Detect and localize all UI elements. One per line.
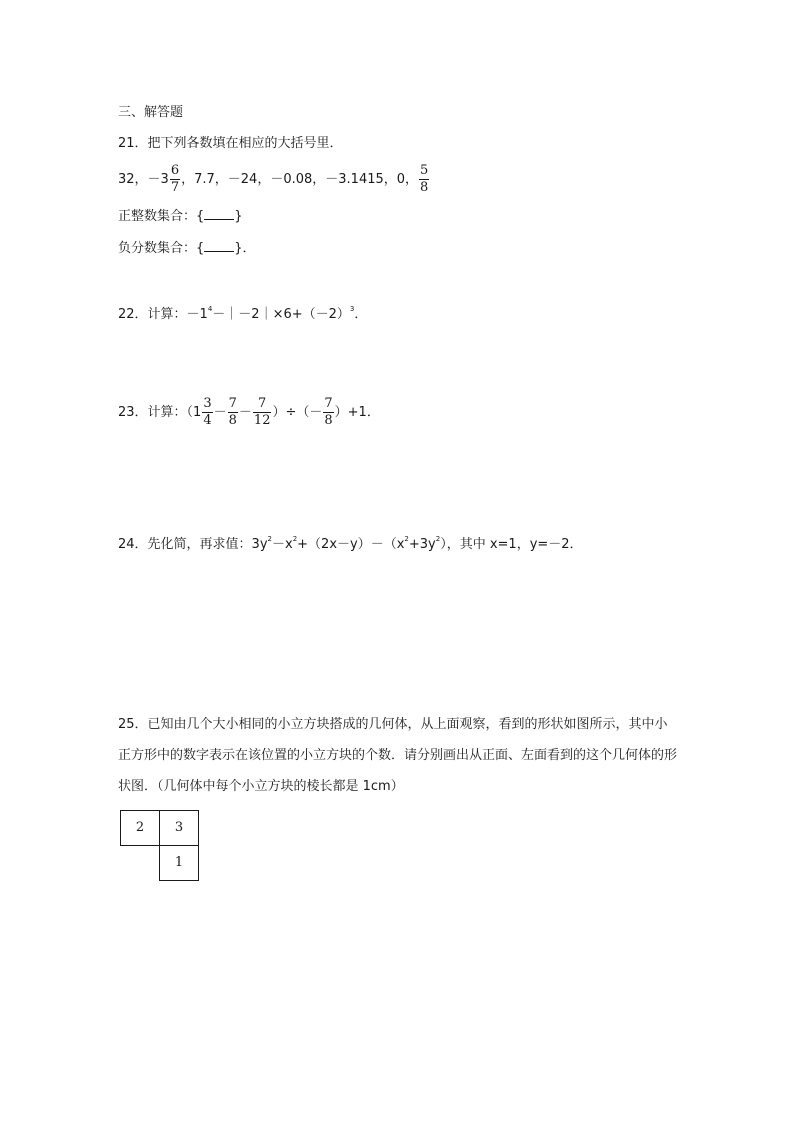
q24-e2: 2 bbox=[292, 535, 298, 543]
q25-text: 25．已知由几个大小相同的小立方块搭成的几何体，从上面观察，看到的形状如图所示，其中小正方形中的数字表示在该位置的小立方块的个数．请分别画出从正面、左面看到的这个几何体的形状图．（几何体中每个小立方块的棱长都是 1cm） bbox=[118, 717, 678, 794]
q24-t4: +3y bbox=[408, 537, 436, 552]
set1-label: 正整数集合：{ bbox=[118, 209, 205, 224]
q24-expression bbox=[118, 530, 583, 554]
q24-e1: 2 bbox=[267, 535, 272, 543]
set1-end: } bbox=[234, 209, 243, 224]
q21-number-list bbox=[118, 164, 430, 195]
q22-exp-b: 3 bbox=[349, 305, 355, 313]
q23-mid: ）÷（－ bbox=[272, 405, 323, 420]
q23-fraction-2: $\frac{7}{8}$ bbox=[228, 396, 237, 428]
q22-text-c: ． bbox=[354, 307, 368, 322]
grid-cell: 2 bbox=[120, 810, 160, 846]
q23-suffix: ）+1． bbox=[334, 405, 380, 420]
q24-t1: 24．先化简，再求值：3y bbox=[118, 537, 268, 552]
grid-cell: 3 bbox=[159, 810, 199, 846]
q23-expression bbox=[118, 397, 380, 428]
q24-t5: ），其中 x=1，y=－2． bbox=[440, 537, 583, 552]
q22-exp-a: 4 bbox=[207, 305, 213, 313]
set2-end: }． bbox=[234, 241, 256, 256]
set2-label: 负分数集合：{ bbox=[118, 241, 205, 256]
q24-t3: +（2x－y）－（x bbox=[297, 537, 405, 552]
q24-t2: －x bbox=[271, 537, 293, 552]
q22-expression bbox=[118, 300, 367, 324]
q21-fraction-five-eighths: $\frac{5}{8}$ bbox=[420, 163, 429, 195]
q23-op2: － bbox=[238, 405, 252, 420]
top-view-grid bbox=[120, 810, 200, 880]
section-title: 三、解答题 bbox=[118, 105, 184, 120]
q22-text-b: －｜－2｜×6+（－2） bbox=[212, 307, 350, 322]
q21-fraction-six-sevenths: $\frac{6}{7}$ bbox=[170, 163, 180, 195]
q24-e4: 2 bbox=[435, 535, 441, 543]
q22-text-a: 22．计算：－1 bbox=[118, 307, 208, 322]
q23-prefix: 23．计算：（1 bbox=[118, 405, 202, 420]
answer-blank[interactable] bbox=[204, 207, 234, 220]
q21-numbers-mid: ，7.7，－24，－0.08，－3.1415，0， bbox=[181, 172, 419, 187]
q23-fraction-3: $\frac{7}{12}$ bbox=[253, 396, 271, 428]
q24-e3: 2 bbox=[404, 535, 409, 543]
q21-number: 21． bbox=[118, 136, 148, 151]
q23-op1: － bbox=[213, 405, 227, 420]
q23-fraction-4: $\frac{7}{8}$ bbox=[324, 396, 333, 428]
q21-prompt-text: 把下列各数填在相应的大括号里． bbox=[147, 136, 343, 151]
answer-blank[interactable] bbox=[204, 239, 234, 252]
q23-fraction-1: $\frac{3}{4}$ bbox=[203, 396, 212, 428]
q21-numbers-pre: 32，－3 bbox=[118, 172, 169, 187]
grid-cell: 1 bbox=[159, 845, 199, 881]
q21-negative-fraction-set bbox=[118, 239, 256, 258]
q21-prompt bbox=[118, 135, 343, 153]
q21-positive-integer-set bbox=[118, 207, 243, 226]
